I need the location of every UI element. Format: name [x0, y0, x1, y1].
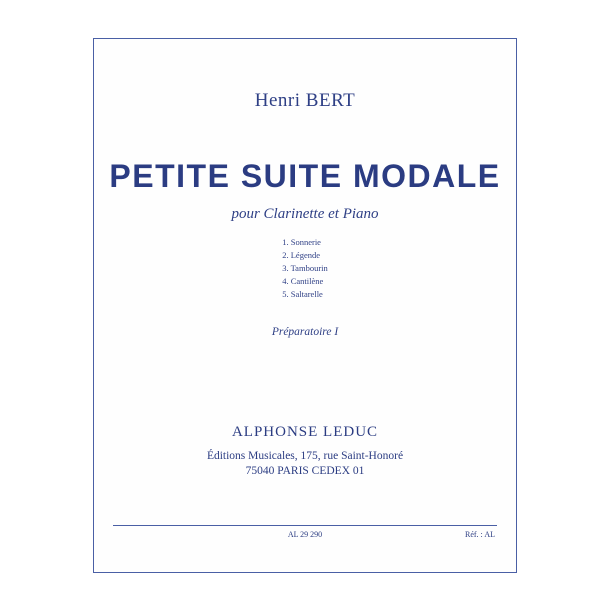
reference-code: Réf. : AL	[465, 530, 495, 539]
list-item: 3. Tambourin	[282, 263, 328, 273]
publisher-address	[93, 449, 517, 479]
catalog-number: AL 29 290	[287, 530, 323, 539]
composer-name: Henri BERT	[254, 90, 356, 111]
list-item: 5. Saltarelle	[282, 289, 323, 299]
footer-divider	[113, 525, 497, 526]
page-title: PETITE SUITE MODALE	[109, 158, 501, 194]
publisher-address-line-2: 75040 PARIS CEDEX 01	[245, 465, 365, 477]
publisher-address-line-1: Éditions Musicales, 175, rue Saint-Honoré	[206, 450, 404, 462]
movements-list	[93, 236, 517, 302]
cover-border	[93, 38, 517, 573]
publisher-name: ALPHONSE LEDUC	[231, 424, 379, 440]
list-item: 1. Sonnerie	[282, 237, 321, 247]
sheet-music-cover	[93, 38, 517, 573]
instrumentation-subtitle: pour Clarinette et Piano	[231, 206, 379, 222]
list-item: 4. Cantilène	[282, 276, 324, 286]
difficulty-level: Préparatoire I	[271, 326, 339, 338]
list-item: 2. Légende	[282, 250, 320, 260]
